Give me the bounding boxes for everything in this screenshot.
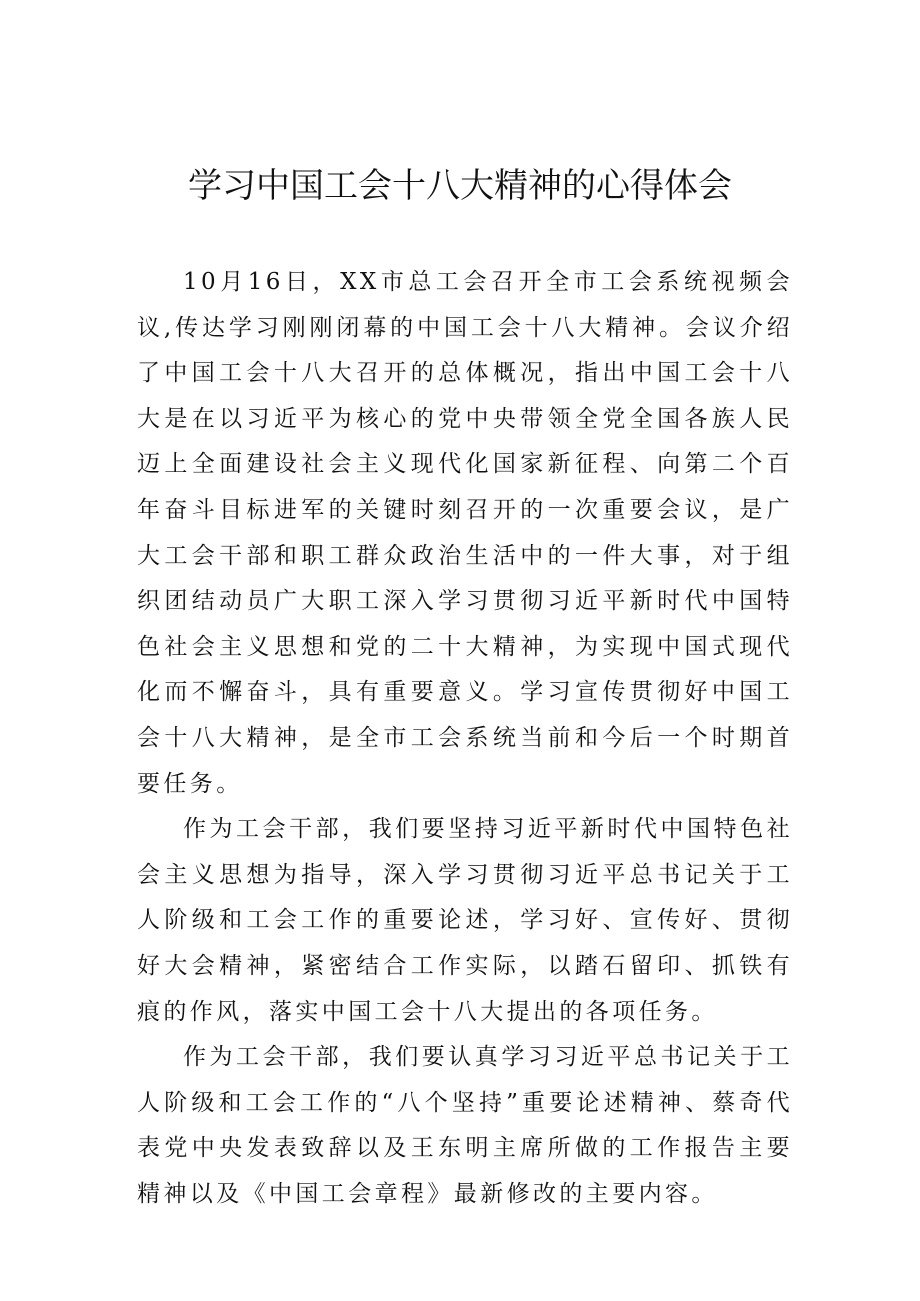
paragraph-2: 作为工会干部，我们要坚持习近平新时代中国特色社会主义思想为指导，深入学习贯彻习近平总书记关于工人阶级和工会工作的重要论述，学习好、宣传好、贯彻好大会精神，紧密结合工作实际，以踏石留印、抓铁有痕的作风，落实中国工会十八大提出的各项任务。 xyxy=(137,816,793,1025)
document-body xyxy=(137,260,793,1217)
paragraph-1: 10月16日，XX市总工会召开全市工会系统视频会议,传达学习刚刚闭幕的中国工会十八大精神。会议介绍了中国工会十八大召开的总体概况，指出中国工会十八大是在以习近平为核心的党中央带领全党全国各族人民迈上全面建设社会主义现代化国家新征程、向第二个百年奋斗目标进军的关键时刻召开的一次重要会议，是广大工会干部和职工群众政治生活中的一件大事，对于组织团结动员广大职工深入学习贯彻习近平新时代中国特色社会主义思想和党的二十大精神，为实现中国式现代化而不懈奋斗，具有重要意义。学习宣传贯彻好中国工会十八大精神，是全市工会系统当前和今后一个时期首要任务。 xyxy=(137,269,793,797)
document-title: 学习中国工会十八大精神的心得体会 xyxy=(188,166,732,206)
paragraph-3: 作为工会干部，我们要认真学习习近平总书记关于工人阶级和工会工作的“八个坚持”重要论述精神、蔡奇代表党中央发表致辞以及王东明主席所做的工作报告主要精神以及《中国工会章程》最新修改的主要内容。 xyxy=(137,1044,793,1207)
